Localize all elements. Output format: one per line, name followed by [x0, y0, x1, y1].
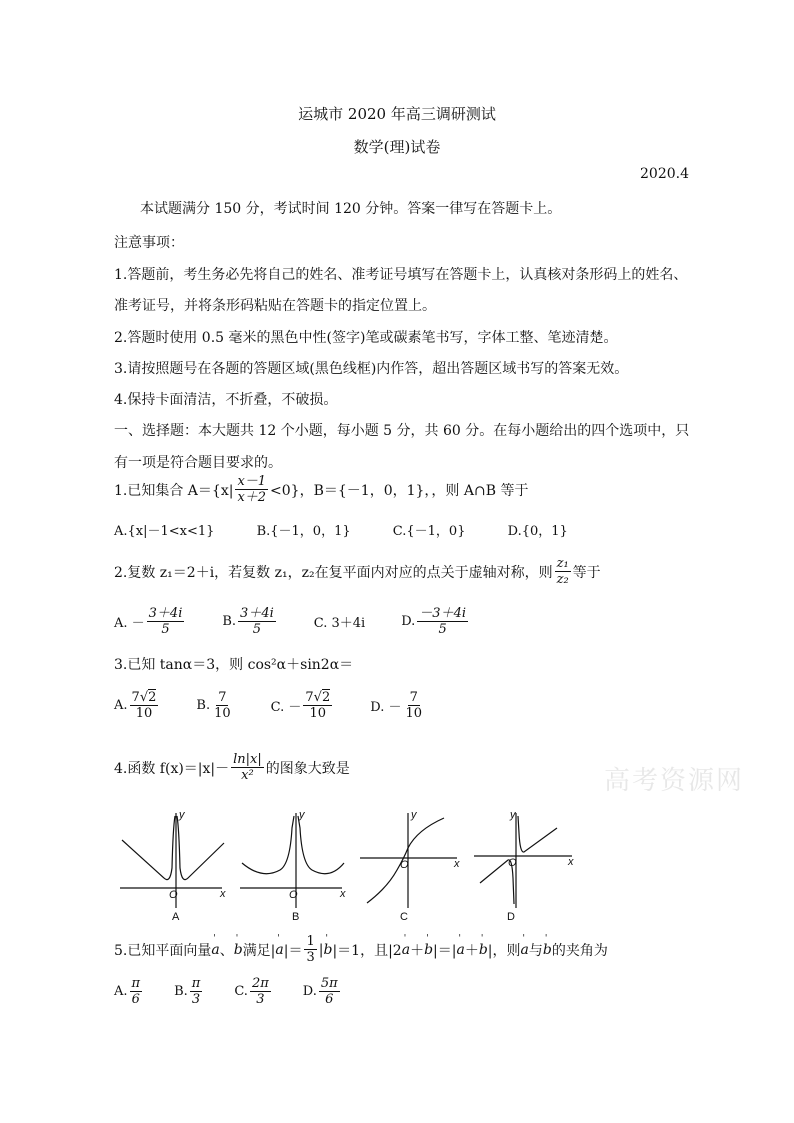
q2-option-a[interactable]: [114, 606, 186, 637]
q2-option-c[interactable]: C. 3＋4i: [313, 616, 366, 631]
graph-b-origin: O: [289, 889, 298, 901]
question-2-stem: [114, 556, 601, 587]
q5-b-frac: [190, 976, 203, 1007]
q5-b-den: 3: [191, 992, 201, 1007]
q1-suffix: <0}，B＝{－1，0，1}，，则 A∩B 等于: [270, 482, 529, 499]
question-5-stem: [114, 934, 608, 965]
q5-vec-a-2: ' a: [275, 942, 283, 958]
q1-frac-den: x＋2: [237, 490, 267, 505]
q5-text-j: 与: [528, 942, 543, 959]
q3-b-den: 10: [214, 706, 231, 721]
q3-option-d[interactable]: [370, 690, 426, 721]
q5-a-frac: [130, 976, 143, 1007]
q5-vec-b: ' b: [234, 942, 243, 958]
q3-option-a[interactable]: [114, 690, 160, 721]
q5-sep: 、: [219, 942, 234, 959]
q2-a-den: 5: [161, 622, 170, 637]
q3-c-radicand: 2: [321, 690, 331, 705]
q2-d-num: －3＋4i: [419, 606, 466, 621]
q2-b-num: 3＋4i: [240, 606, 274, 621]
q5-text-f: ＋: [410, 942, 425, 959]
exam-title: 运城市 2020 年高三调研测试: [298, 105, 496, 123]
graph-d[interactable]: [474, 813, 572, 908]
q5-vec-b-2: ' b: [323, 942, 332, 958]
graph-b-x-label: x: [340, 888, 346, 900]
q3-d-label: D. －: [370, 700, 402, 715]
graph-b-y-label: y: [299, 809, 305, 821]
question-1-stem: [114, 474, 528, 505]
q5-b-label: B.: [174, 984, 188, 999]
q2-fraction: [555, 556, 571, 587]
q5-option-c[interactable]: [234, 976, 272, 1007]
question-3-stem: 3.已知 tanα＝3，则 cos²α＋sin2α＝: [114, 657, 354, 673]
q5-c-label: C.: [234, 984, 248, 999]
graph-d-y-label: y: [510, 809, 516, 821]
graph-c-caption: C: [400, 911, 408, 923]
q3-c-label: C. －: [270, 700, 302, 715]
q5-c-den: 3: [256, 992, 265, 1007]
q3-c-den: 10: [309, 706, 327, 721]
watermark: 高考资源网: [604, 766, 745, 796]
q1-fraction: [235, 474, 268, 505]
q5-text-a: 5.已知平面向量: [114, 942, 212, 959]
notice-item-2: 2.答题时使用 0.5 毫米的黑色中性(签字)笔或碳素笔书写，字体工整、笔迹清楚。: [114, 330, 618, 346]
q5-frac-num: 1: [306, 934, 315, 949]
q3-a-num-coef: 7: [131, 690, 140, 705]
q1-option-b[interactable]: B.{－1，0，1}: [256, 524, 351, 539]
q4-suffix: 的图象大致是: [265, 760, 350, 777]
q3-c-frac: [303, 690, 332, 721]
q3-b-num: 7: [218, 690, 227, 705]
q5-text-c: |＝: [283, 942, 303, 959]
notice-heading: 注意事项：: [114, 235, 184, 251]
q5-vec-b-5: ' b: [543, 942, 552, 958]
question-5-options: [114, 976, 342, 1007]
q2-d-den: 5: [438, 622, 447, 637]
q5-text-h: ＋: [464, 942, 479, 959]
q5-d-num: 5π: [320, 976, 338, 991]
section-heading-line2: 有一项是符合题目要求的。: [114, 455, 282, 471]
question-3-options: [114, 690, 426, 721]
q3-a-radicand: 2: [148, 690, 157, 705]
q1-frac-num: x－1: [237, 474, 267, 489]
q5-b-num: π: [191, 976, 201, 991]
q3-option-c[interactable]: [271, 690, 335, 721]
q5-vec-a: ' a: [211, 942, 219, 958]
q5-d-den: 6: [325, 992, 334, 1007]
q3-a-den: 10: [135, 706, 153, 721]
q5-vec-b-3: ' b: [424, 942, 433, 958]
q1-option-a[interactable]: A.{x|－1<x<1}: [114, 524, 215, 539]
q1-prefix: 1.已知集合 A＝{x|: [114, 482, 234, 499]
q5-c-frac: [250, 976, 271, 1007]
q3-c-num: 7√2: [305, 690, 331, 705]
graph-a-caption: A: [172, 911, 180, 923]
q5-a-den: 6: [131, 992, 140, 1007]
graph-c-origin: O: [400, 859, 409, 871]
q2-frac-num: z₁: [556, 556, 569, 571]
question-4-stem: [114, 752, 350, 783]
q2-a-label: A. －: [114, 616, 145, 631]
q5-text-e: |＝1，且|2: [332, 942, 402, 959]
q5-vec-a-4: ' a: [456, 942, 464, 958]
q5-text-b: 满足|: [242, 942, 276, 959]
q5-fraction: [304, 934, 316, 965]
graph-c-y-label: y: [411, 809, 417, 821]
q3-d-num: 7: [409, 690, 418, 705]
q5-vec-a-5: ' a: [521, 942, 529, 958]
q5-option-a[interactable]: [114, 976, 144, 1007]
q5-option-b[interactable]: [174, 976, 204, 1007]
q4-frac-num: ln|x|: [233, 752, 262, 767]
q5-text-g: |＝|: [433, 942, 457, 959]
q2-b-den: 5: [252, 622, 262, 637]
q4-fraction: [231, 752, 264, 783]
question-1-options: [114, 520, 590, 539]
q2-a-num: 3＋4i: [148, 606, 183, 621]
q3-c-num-coef: 7: [305, 690, 314, 705]
graph-d-caption: D: [507, 911, 515, 923]
q2-d-frac: [417, 606, 468, 637]
q2-a-frac: [147, 606, 185, 637]
graph-a-x-label: x: [220, 888, 226, 900]
intro-text: 本试题满分 150 分，考试时间 120 分钟。答案一律写在答题卡上。: [140, 201, 562, 217]
q5-frac-den: 3: [306, 950, 315, 965]
q2-b-label: B.: [222, 614, 237, 629]
q1-option-c[interactable]: C.{－1，0}: [392, 524, 466, 539]
q4-prefix: 4.函数 f(x)＝|x|－: [114, 760, 230, 777]
graph-a-y-label: y: [179, 809, 185, 821]
q3-a-num: 7√2: [131, 690, 157, 705]
graph-d-origin: O: [508, 857, 517, 869]
q5-d-frac: [319, 976, 340, 1007]
q2-suffix: 等于: [572, 564, 601, 581]
section-heading-line1: 一、选择题：本大题共 12 个小题，每小题 5 分，共 60 分。在每小题给出的四个选项中，只: [114, 423, 690, 439]
notice-item-1b: 准考证号，并将条形码粘贴在答题卡的指定位置上。: [114, 298, 436, 314]
q3-d-frac: [403, 690, 424, 721]
q5-text-i: |，则: [487, 942, 521, 959]
graph-d-x-label: x: [568, 856, 574, 868]
q5-d-label: D.: [302, 984, 317, 999]
graph-c-x-label: x: [454, 858, 460, 870]
graph-a-origin: O: [169, 889, 178, 901]
q5-text-d: |: [318, 941, 324, 958]
q4-graphs: [112, 808, 582, 923]
q2-prefix: 2.复数 z₁＝2＋i，若复数 z₁，z₂在复平面内对应的点关于虚轴对称，则: [114, 564, 553, 581]
q3-b-frac: [212, 690, 233, 721]
q2-option-b[interactable]: [222, 606, 277, 637]
notice-item-1a: 1.答题前，考生务必先将自己的姓名、准考证号填写在答题卡上，认真核对条形码上的姓名、: [114, 267, 688, 283]
question-2-options: [114, 606, 470, 637]
q5-a-num: π: [131, 976, 141, 991]
notice-item-4: 4.保持卡面清洁，不折叠，不破损。: [114, 392, 338, 408]
q3-a-frac: [130, 690, 159, 721]
q1-option-d[interactable]: D.{0，1}: [507, 524, 568, 539]
q2-option-d[interactable]: [401, 606, 470, 637]
q3-a-label: A.: [114, 698, 128, 713]
q2-frac-den: z₂: [556, 572, 569, 587]
q5-c-num: 2π: [251, 976, 269, 991]
q5-option-d[interactable]: [303, 976, 342, 1007]
q2-b-frac: [238, 606, 276, 637]
q5-text-k: 的夹角为: [551, 942, 608, 959]
graph-b-caption: B: [292, 911, 300, 923]
q3-b-label: B.: [196, 698, 211, 713]
q3-d-den: 10: [405, 706, 423, 721]
q2-d-label: D.: [401, 614, 416, 629]
notice-item-3: 3.请按照题号在各题的答题区域(黑色线框)内作答，超出答题区域书写的答案无效。: [114, 361, 629, 377]
q5-a-label: A.: [114, 984, 128, 999]
q5-vec-b-4: ' b: [479, 942, 488, 958]
exam-subtitle: 数学(理)试卷: [353, 138, 441, 156]
exam-date: 2020.4: [640, 166, 689, 182]
q3-option-b[interactable]: [196, 690, 234, 721]
q5-vec-a-3: ' a: [402, 942, 410, 958]
q4-frac-den: x²: [241, 768, 254, 783]
